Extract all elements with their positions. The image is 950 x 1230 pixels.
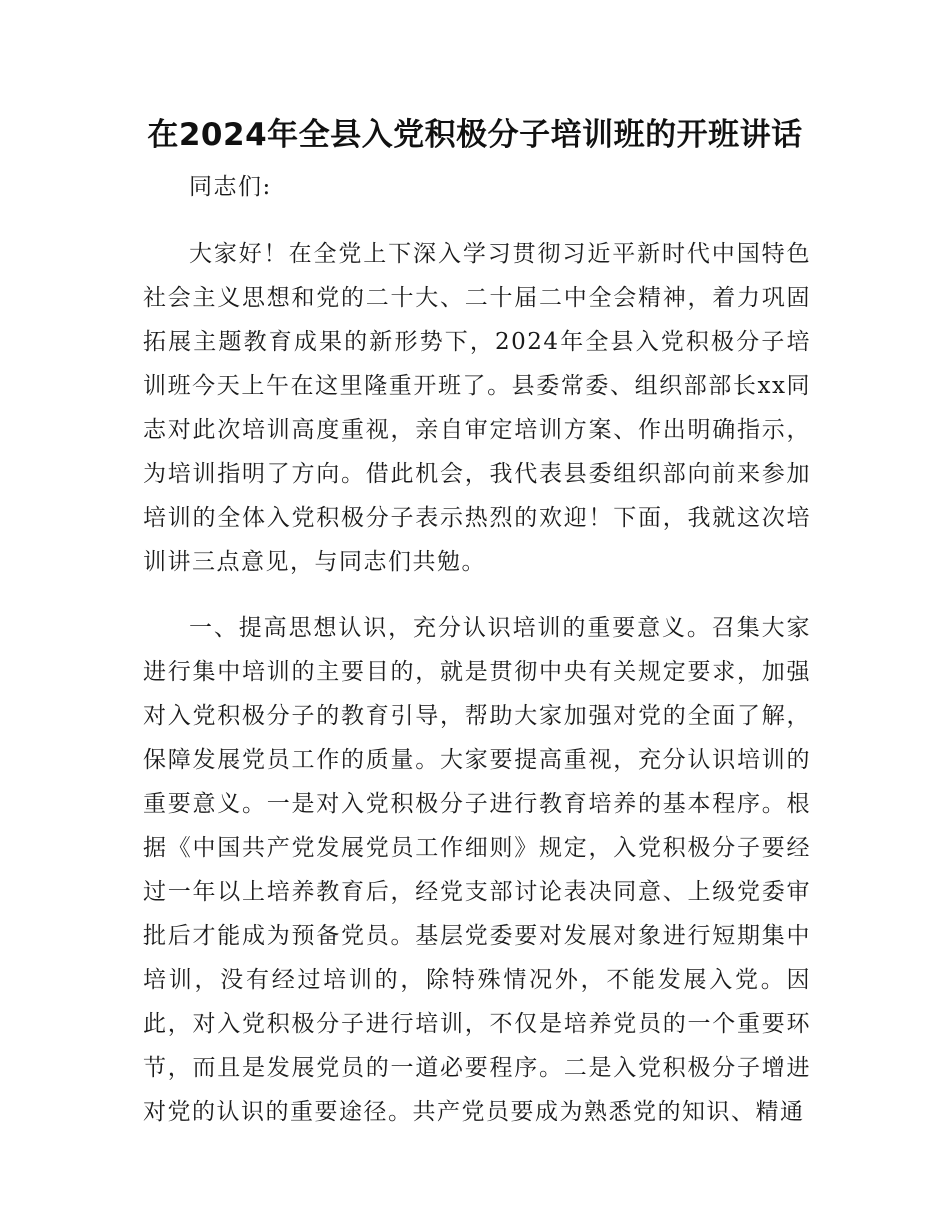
document-title: 在2024年全县入党积极分子培训班的开班讲话 [147,117,803,153]
document-body [143,165,811,1156]
greeting-line: 同志们: [189,174,272,200]
paragraph-section-one: 一、提高思想认识，充分认识培训的重要意义。召集大家进行集中培训的主要目的，就是贯彻中央有关规定要求，加强对入党积极分子的教育引导，帮助大家加强对党的全面了解，保障发展党员工作的质量。大家要提高重视，充分认识培训的重要意义。一是对入党积极分子进行教育培养的基本程序。根据《中国共产党发展党员工作细则》规定，入党积极分子要经过一年以上培养教育后，经党支部讨论表决同意、上级党委审批后才能成为预备党员。基层党委要对发展对象进行短期集中培训，没有经过培训的，除特殊情况外，不能发展入党。因此，对入党积极分子进行培训，不仅是培养党员的一个重要环节，而且是发展党员的一道必要程序。二是入党积极分子增进对党的认识的重要途径。共产党员要成为熟悉党的知识、精通 [143,615,811,1125]
paragraph-welcome: 大家好！在全党上下深入学习贯彻习近平新时代中国特色社会主义思想和党的二十大、二十届二中全会精神，着力巩固拓展主题教育成果的新形势下，2024年全县入党积极分子培训班今天上午在这里隆重开班了。县委常委、组织部部长xx同志对此次培训高度重视，亲自审定培训方案、作出明确指示，为培训指明了方向。借此机会，我代表县委组织部向前来参加培训的全体入党积极分子表示热烈的欢迎！下面，我就这次培训讲三点意见，与同志们共勉。 [143,241,811,575]
